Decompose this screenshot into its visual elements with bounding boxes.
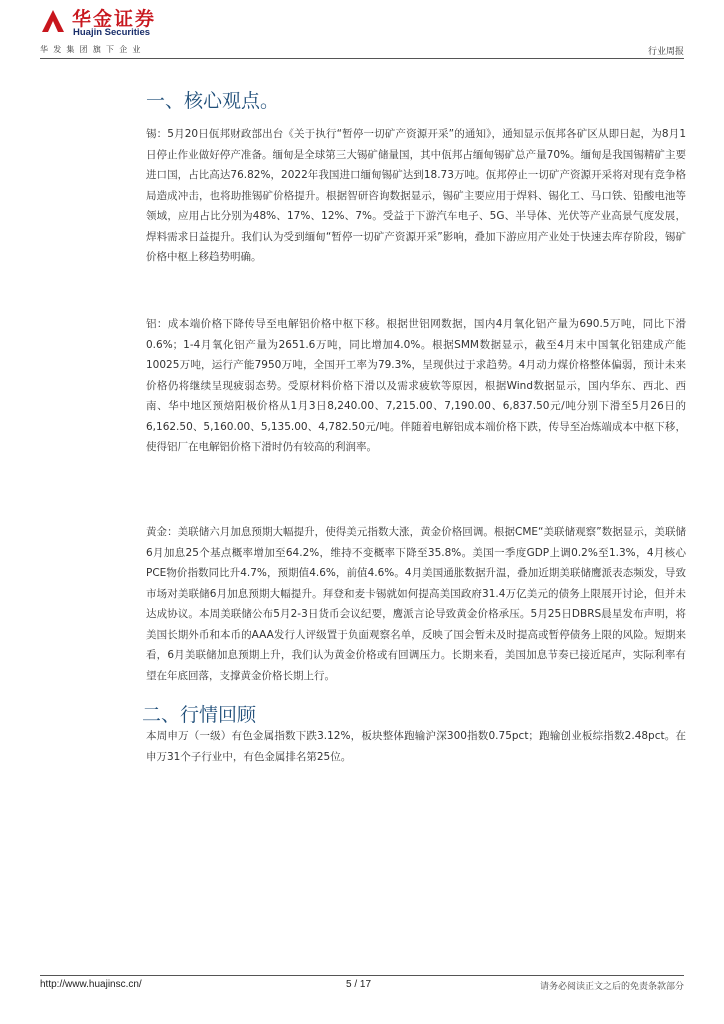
brand-name-cn: 华金证券: [72, 8, 157, 30]
paragraph-aluminum: 铝：成本端价格下降传导至电解铝价格中枢下移。根据世铝网数据，国内4月氧化铝产量为690.5万吨，同比下滑0.6%；1-4月氧化铝产量为2651.6万吨，同比增加4.0%。根据SMM数据显示，截至4月末中国氧化铝建成产能10025万吨，运行产能7950万吨，全国开工率为79.3%，呈现供过于求趋势。4月动力煤价格整体偏弱，预计未来价格仍将继续呈现疲弱态势。受原材料价格下滑以及需求疲软等原因，根据Wind数据显示，国内华东、西北、西南、华中地区预焙阳极价格从1月3日8,240.00、7,215.00、7,190.00、6,837.50元/吨分别下滑至5月26日的6,162.50、5,160.00、5,135.00、4,782.50元/吨。伴随着电解铝成本端价格下跌，传导至冶炼端成本中枢下移，使得铝厂在电解铝价格下滑时仍有较高的利润率。: [146, 318, 686, 453]
footer-website-link[interactable]: http://www.huajinsc.cn/: [40, 979, 142, 990]
section-title-core-views: 一、核心观点。: [146, 90, 280, 112]
footer-disclaimer: 请务必阅读正文之后的免责条款部分: [539, 982, 684, 992]
header-divider: [40, 58, 684, 59]
footer-divider: [40, 975, 684, 976]
brand-slogan: 华发集团旗下企业: [40, 45, 146, 54]
paragraph-tin: 锡：5月20日佤邦财政部出台《关于执行“暂停一切矿产资源开采”的通知》，通知显示佤邦各矿区从即日起，为8月1日停止作业做好停产准备。缅甸是全球第三大锡矿储量国，其中佤邦占缅甸锡矿总产量70%。缅甸是我国锡精矿主要进口国，占比高达76.82%，2022年我国进口缅甸锡矿达到18.73万吨。佤邦停止一切矿产资源开采将对现有竞争格局造成冲击，也将助推锡矿价格提升。根据智研咨询数据显示，锡矿主要应用于焊料、锡化工、马口铁、铅酸电池等领域，应用占比分别为48%、17%、12%、7%。受益于下游汽车电子、5G、半导体、光伏等产业高景气度发展，焊料需求日益提升。我们认为受到缅甸“暂停一切矿产资源开采”影响，叠加下游应用产业处于快速去库存阶段，锡矿价格中枢上移趋势明确。: [146, 128, 686, 263]
report-type-label: 行业周报: [647, 47, 684, 57]
huajin-logo-icon: [40, 8, 66, 34]
brand-name-en: Huajin Securities: [73, 27, 151, 38]
page-number: 5 / 17: [346, 979, 372, 990]
section-title-market-review: 二、行情回顾: [142, 704, 257, 726]
paragraph-market-review: 本周申万（一级）有色金属指数下跌3.12%，板块整体跑输沪深300指数0.75pct；跑输创业板综指数2.48pct。在申万31个子行业中，有色金属排名第25位。: [146, 730, 686, 763]
paragraph-gold: 黄金：美联储六月加息预期大幅提升，使得美元指数大涨，黄金价格回调。根据CME“美联储观察”数据显示，美联储6月加息25个基点概率增加至64.2%，维持不变概率下降至35.8%。美国一季度GDP上调0.2%至1.3%，4月核心PCE物价指数同比升4.7%，预期值4.6%，前值4.6%。4月美国通胀数据升温，叠加近期美联储鹰派表态频发，导致市场对美联储6月加息预期大幅提升。拜登和麦卡锡就如何提高美国政府31.4万亿美元的债务上限展开讨论，但并未达成协议。本周美联储公布5月2-3日货币会议纪要，鹰派言论导致黄金价格承压。5月25日DBRS晨星发布声明，将美国长期外币和本币的AAA发行人评级置于负面观察名单，反映了国会暂未及时提高或暂停债务上限的风险。短期来看，6月美联储加息预期上升，我们认为黄金价格或有回调压力。长期来看，美国加息节奏已接近尾声，实际利率有望在年底回落，支撑黄金价格长期上行。: [146, 526, 686, 682]
page-header: [0, 0, 724, 62]
